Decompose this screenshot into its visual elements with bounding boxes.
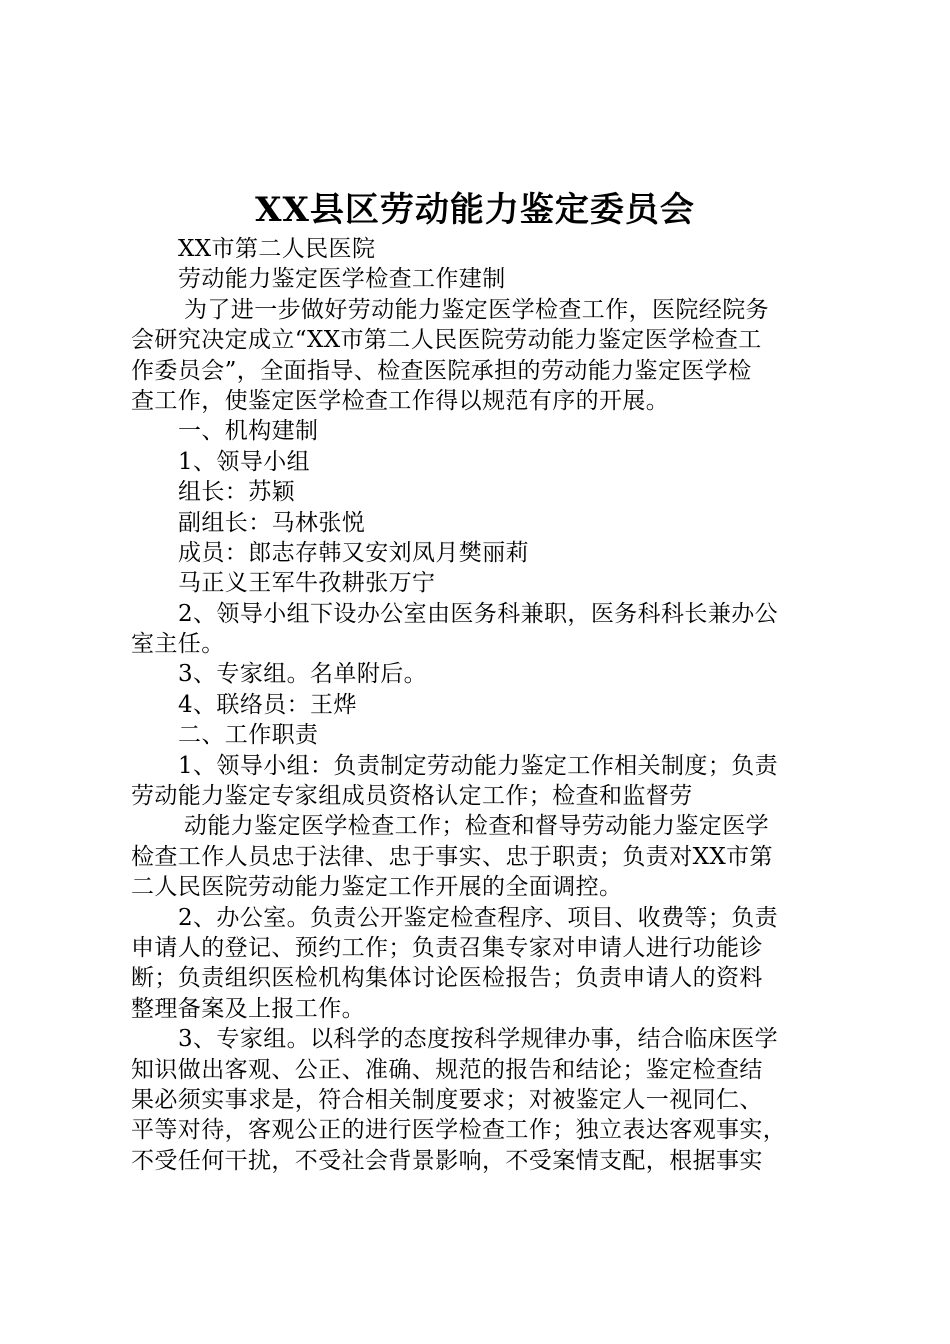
paragraph-line: 知识做出客观、公正、准确、规范的报告和结论；鉴定检查结 — [131, 1056, 763, 1083]
paragraph-line: 成员：郎志存韩又安刘凤月樊丽莉 — [178, 539, 529, 566]
paragraph-line: 1、领导小组 — [178, 448, 311, 475]
paragraph-line: 查工作，使鉴定医学检查工作得以规范有序的开展。 — [131, 387, 670, 414]
section-heading: 二、工作职责 — [178, 722, 319, 749]
paragraph-line: 申请人的登记、预约工作；负责召集专家对申请人进行功能诊 — [131, 934, 763, 961]
paragraph-line: 动能力鉴定医学检查工作；检查和督导劳动能力鉴定医学 — [184, 813, 769, 840]
paragraph-line: 为了进一步做好劳动能力鉴定医学检查工作，医院经院务 — [184, 296, 769, 323]
paragraph-line: 劳动能力鉴定医学检查工作建制 — [178, 266, 506, 293]
paragraph-line: 作委员会”，全面指导、检查医院承担的劳动能力鉴定医学检 — [131, 357, 752, 384]
paragraph-line: 组长：苏颖 — [178, 479, 295, 506]
paragraph-line: 副组长：马林张悦 — [178, 509, 366, 536]
paragraph-line: 平等对待，客观公正的进行医学检查工作；独立表达客观事实， — [131, 1117, 787, 1144]
paragraph-line: 会研究决定成立“XX市第二人民医院劳动能力鉴定医学检查工 — [131, 327, 762, 354]
paragraph-line: 3、专家组。名单附后。 — [178, 661, 428, 688]
paragraph-line: XX市第二人民医院 — [178, 236, 376, 262]
paragraph-line: 检查工作人员忠于法律、忠于事实、忠于职责；负责对XX市第 — [131, 843, 773, 870]
paragraph-line: 断；负责组织医检机构集体讨论医检报告；负责申请人的资料 — [131, 965, 763, 992]
section-heading: 一、机构建制 — [178, 418, 319, 445]
paragraph-line: 二人民医院劳动能力鉴定工作开展的全面调控。 — [131, 874, 623, 901]
paragraph-line: 劳动能力鉴定专家组成员资格认定工作；检查和监督劳 — [131, 783, 693, 810]
paragraph-line: 果必须实事求是，符合相关制度要求；对被鉴定人一视同仁、 — [131, 1086, 763, 1113]
paragraph-line: 4、联络员：王烨 — [178, 691, 357, 718]
paragraph-line: 不受任何干扰，不受社会背景影响，不受案情支配，根据事实 — [131, 1147, 763, 1174]
paragraph-line: 整理备案及上报工作。 — [131, 995, 365, 1022]
paragraph-line: 马正义王军牛孜耕张万宁 — [178, 570, 436, 597]
paragraph-line: 1、领导小组：负责制定劳动能力鉴定工作相关制度；负责 — [178, 752, 779, 779]
paragraph-line: 2、领导小组下设办公室由医务科兼职，医务科科长兼办公 — [178, 600, 779, 627]
document-title: XX县区劳动能力鉴定委员会 — [255, 190, 695, 230]
paragraph-line: 2、办公室。负责公开鉴定检查程序、项目、收费等；负责 — [178, 904, 779, 931]
paragraph-line: 3、专家组。以科学的态度按科学规律办事，结合临床医学 — [178, 1026, 779, 1053]
paragraph-line: 室主任。 — [131, 631, 225, 658]
document-body — [131, 234, 831, 1176]
